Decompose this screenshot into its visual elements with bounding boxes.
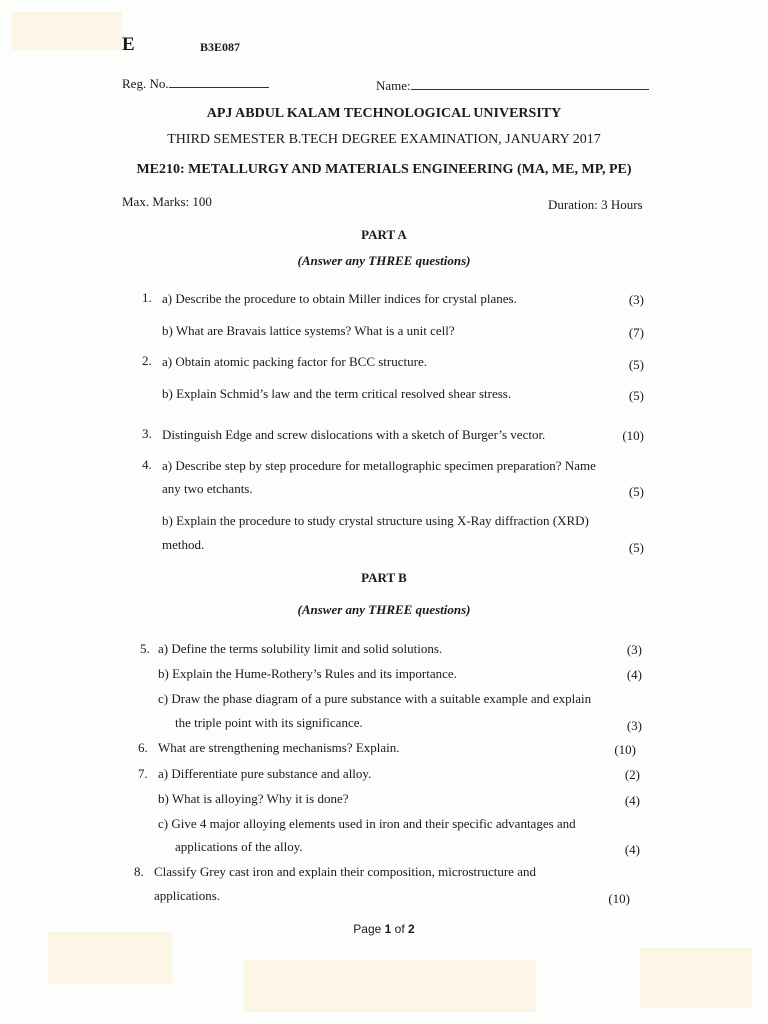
question-marks: (3): [628, 292, 644, 307]
question-marks: (10): [608, 891, 630, 906]
question-marks: (4): [624, 793, 640, 808]
page-number: 1: [384, 922, 392, 936]
series-letter: E: [122, 34, 135, 55]
question-number: 7.: [138, 766, 148, 781]
question-text: the triple point with its significance.: [175, 715, 363, 730]
question-marks: (5): [628, 540, 644, 555]
scan-smudge: [48, 932, 172, 984]
part-a-instruction: (Answer any THREE questions): [297, 253, 471, 268]
max-marks: Max. Marks: 100: [122, 194, 212, 209]
question-text: b) Explain Schmid’s law and the term critical resolved shear stress.: [162, 386, 512, 401]
question-number: 3.: [142, 426, 152, 441]
course-title: ME210: METALLURGY AND MATERIALS ENGINEERING (MA, ME, MP, PE): [136, 162, 632, 177]
exam-title: THIRD SEMESTER B.TECH DEGREE EXAMINATION, JANUARY 2017: [167, 132, 601, 147]
question-text: What are strengthening mechanisms? Explain.: [158, 740, 400, 755]
question-marks: (5): [628, 484, 644, 499]
part-a-title: PART A: [361, 227, 407, 242]
question-marks: (2): [624, 767, 640, 782]
question-marks: (7): [628, 325, 644, 340]
question-text: Distinguish Edge and screw dislocations with a sketch of Burger’s vector.: [162, 427, 546, 442]
question-text: a) Differentiate pure substance and alloy.: [158, 766, 372, 781]
scan-smudge: [640, 948, 752, 1008]
question-marks: (4): [626, 667, 642, 682]
reg-no-label: Reg. No.: [122, 76, 169, 91]
question-number: 1.: [142, 290, 152, 305]
name-field: [376, 78, 649, 94]
part-b-instruction: (Answer any THREE questions): [297, 602, 471, 617]
question-text: applications.: [154, 888, 221, 903]
question-marks: (3): [626, 642, 642, 657]
reg-no-field: [122, 76, 269, 92]
question-text: applications of the alloy.: [175, 839, 303, 854]
question-marks: (5): [628, 388, 644, 403]
name-label: Name:: [376, 78, 411, 93]
name-blank: [411, 78, 649, 90]
question-text: any two etchants.: [162, 481, 253, 496]
question-number: 6.: [138, 740, 148, 755]
question-marks: (4): [624, 842, 640, 857]
scan-smudge: [12, 12, 122, 50]
question-text: a) Describe the procedure to obtain Miller indices for crystal planes.: [162, 291, 517, 306]
question-text: a) Define the terms solubility limit and solid solutions.: [158, 641, 443, 656]
page-of: of: [391, 922, 409, 936]
question-text: b) What are Bravais lattice systems? What is a unit cell?: [162, 323, 455, 338]
part-b-title: PART B: [361, 570, 407, 585]
question-number: 2.: [142, 353, 152, 368]
question-text: c) Draw the phase diagram of a pure substance with a suitable example and explain: [158, 691, 592, 706]
page-footer: [0, 922, 768, 936]
question-text: c) Give 4 major alloying elements used in iron and their specific advantages and: [158, 816, 576, 831]
page-total: 2: [408, 922, 415, 936]
question-text: b) What is alloying? Why it is done?: [158, 791, 349, 806]
scan-smudge: [244, 960, 536, 1012]
question-marks: (5): [628, 357, 644, 372]
question-text: Classify Grey cast iron and explain their composition, microstructure and: [154, 864, 536, 879]
page-prefix: Page: [353, 922, 385, 936]
university-title: APJ ABDUL KALAM TECHNOLOGICAL UNIVERSITY: [206, 106, 562, 121]
question-text: method.: [162, 537, 205, 552]
question-text: b) Explain the procedure to study crystal structure using X-Ray diffraction (XRD): [162, 513, 589, 528]
question-marks: (10): [622, 428, 644, 443]
reg-no-blank: [169, 76, 269, 88]
question-number: 4.: [142, 457, 152, 472]
question-text: b) Explain the Hume-Rothery’s Rules and its importance.: [158, 666, 457, 681]
question-text: a) Obtain atomic packing factor for BCC structure.: [162, 354, 427, 369]
question-text: a) Describe step by step procedure for metallographic specimen preparation? Name: [162, 458, 596, 473]
question-number: 5.: [140, 641, 150, 656]
question-marks: (3): [626, 718, 642, 733]
question-code: B3E087: [200, 40, 241, 54]
duration: Duration: 3 Hours: [548, 197, 643, 212]
question-marks: (10): [614, 742, 636, 757]
question-number: 8.: [134, 864, 144, 879]
